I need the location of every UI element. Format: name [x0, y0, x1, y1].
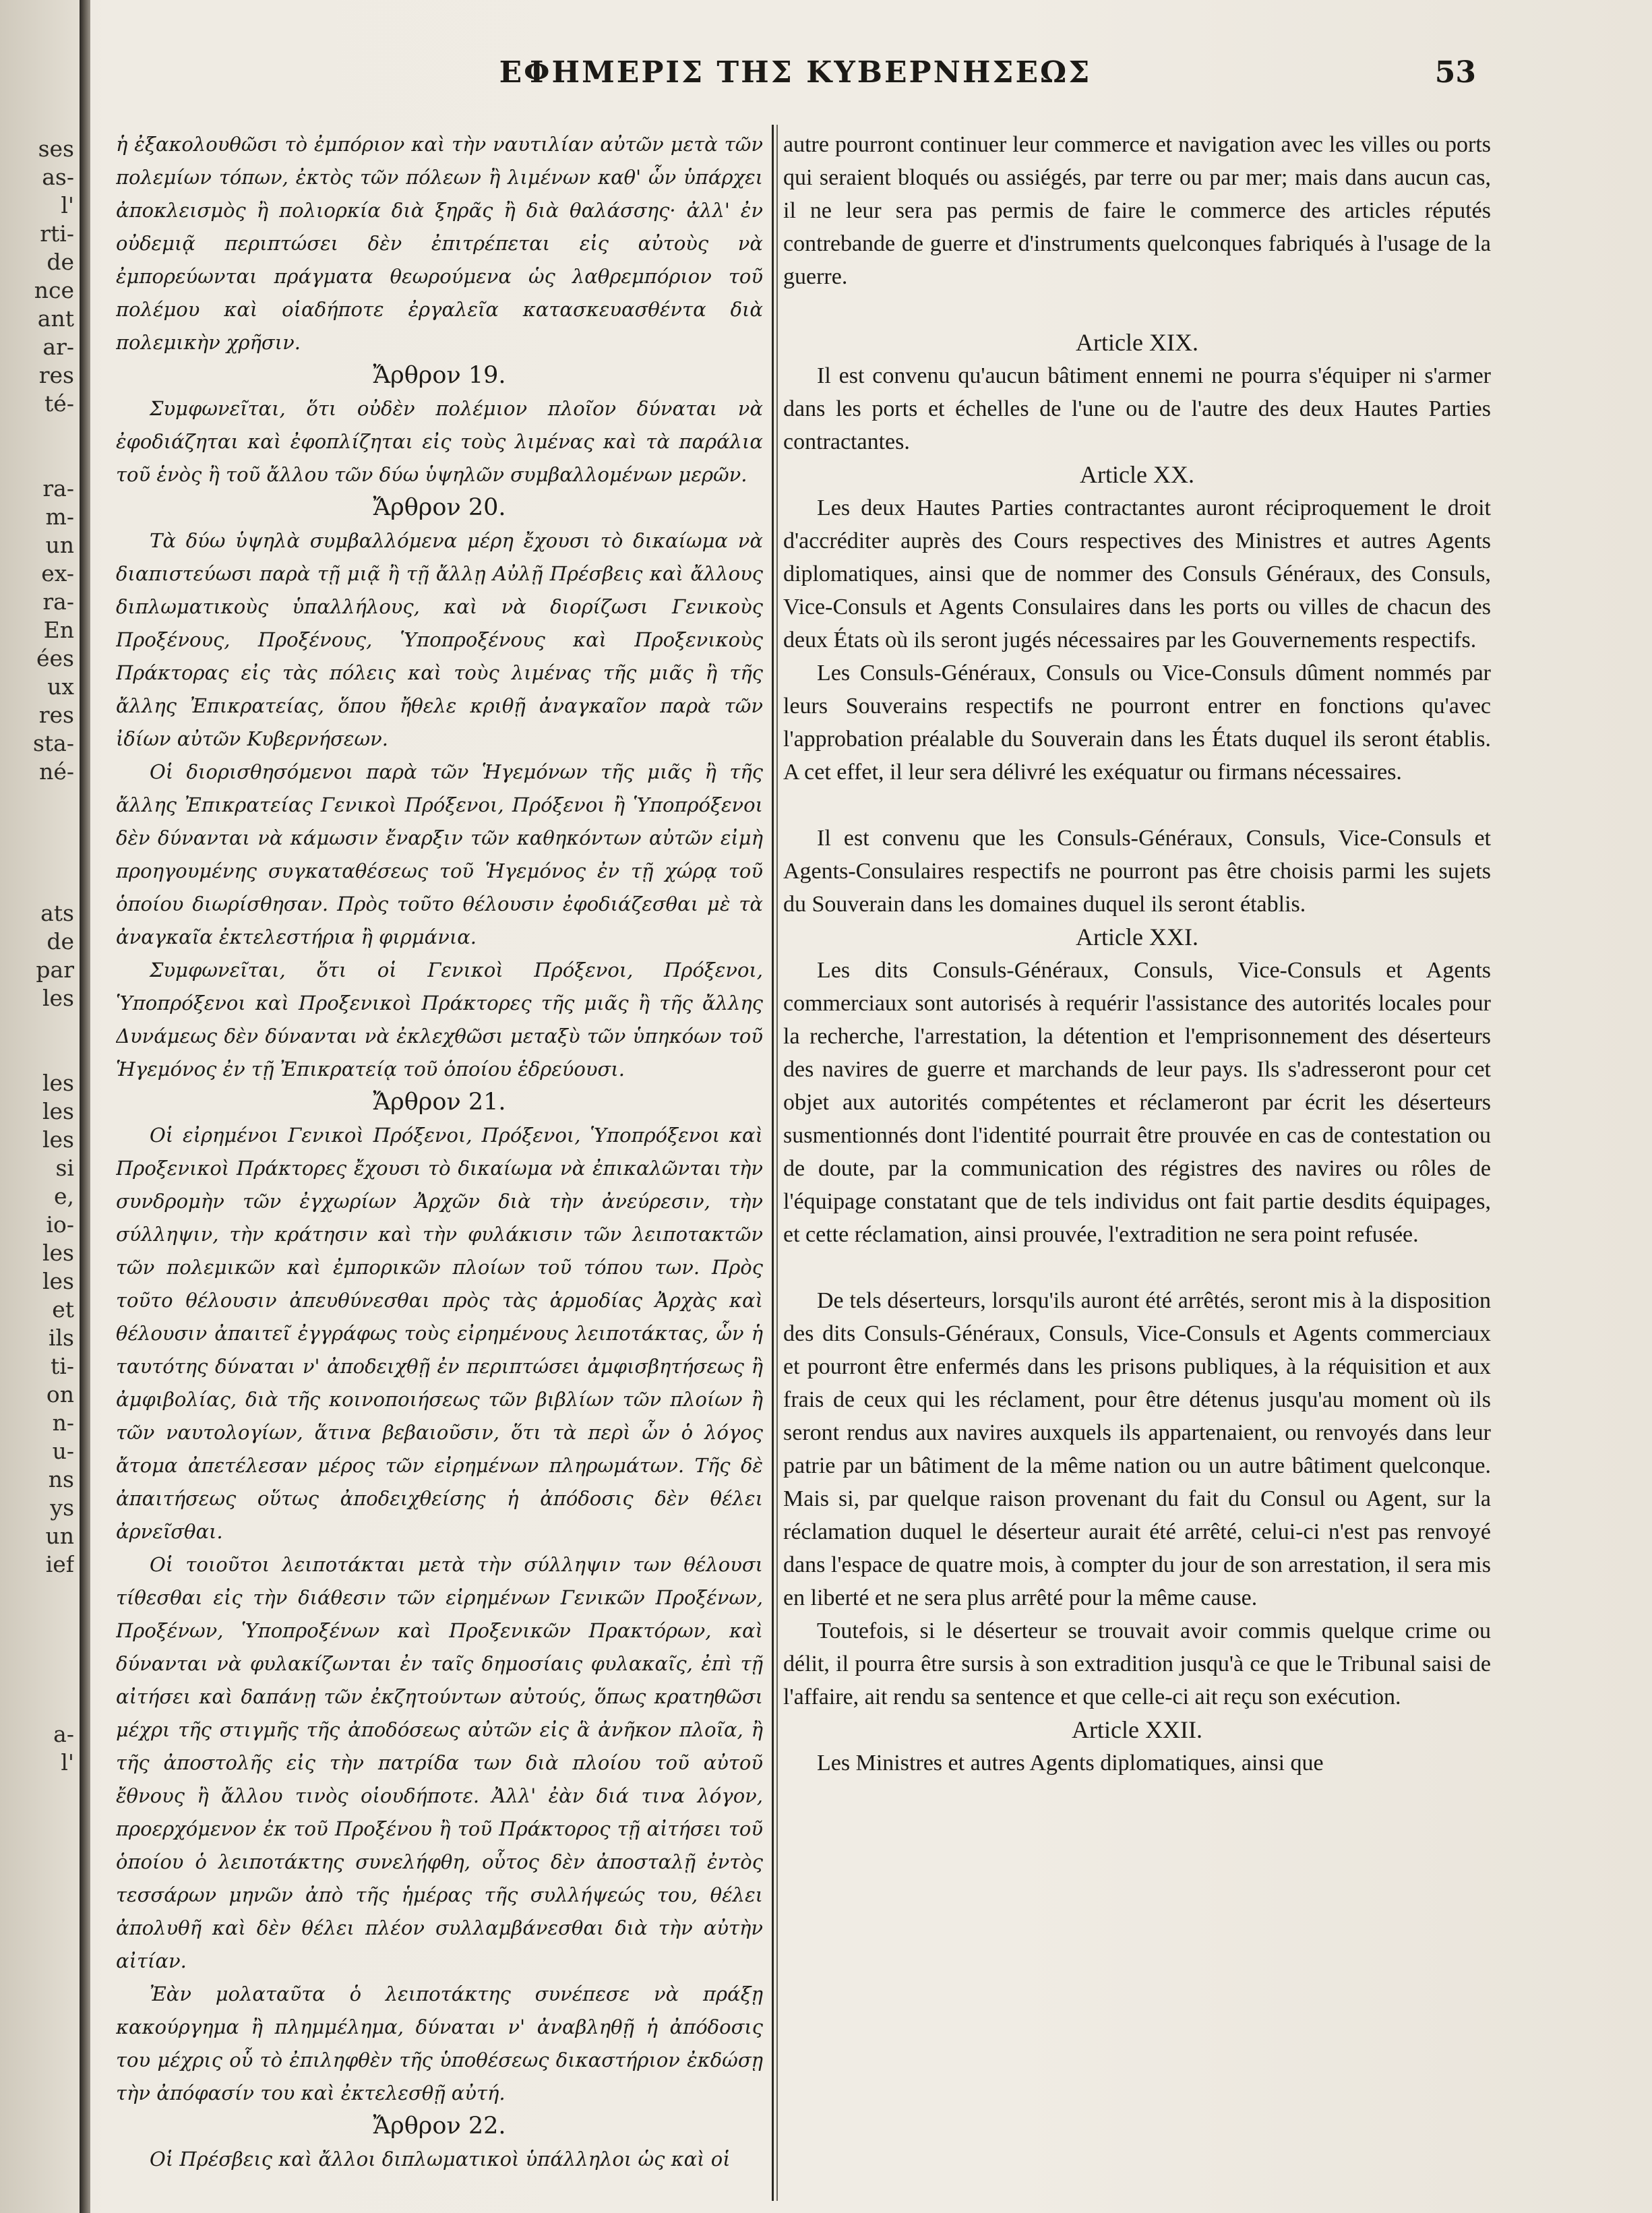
- facing-page-fragment: u-: [52, 1438, 74, 1464]
- page-header: [115, 40, 1476, 94]
- greek-article-21-para-3: Ἐὰν μολαταῦτα ὁ λειποτάκτης συνέπεσε νὰ πράξῃ κακούργημα ἢ πλημμέλημα, δύναται ν' ἀναβληθῇ ἡ ἀπόδοσις του μέχρις οὗ τὸ ἐπιληφθὲν τῆς ὑποθέσεως δικαστήριον ἐκδώσῃ τὴν ἀπόφασίν του καὶ ἐκτελεσθῇ αὐτή.: [116, 1982, 763, 2104]
- facing-page-fragment: nce: [34, 277, 74, 303]
- facing-page-fragment: io-: [46, 1211, 74, 1238]
- facing-page-fragment: as-: [42, 164, 74, 190]
- french-article-20-para-2: Les Consuls-Généraux, Consuls ou Vice-Consuls dûment nommés par leurs Souverains respectifs ne pourront entrer en fonctions qu'avec l'approbation préalable du Souverain dans les États duquel ils seront établis. A cet effet, il leur sera délivré les exéquatur ou firmans nécessaires.: [783, 661, 1491, 785]
- french-article-22-text: Les Ministres et autres Agents diplomatiques, ainsi que: [817, 1751, 1324, 1776]
- facing-page-fragment: En: [43, 617, 74, 643]
- facing-page-fragment: les: [42, 1268, 74, 1294]
- greek-intro: ἡ ἐξακολουθῶσι τὸ ἐμπόριον καὶ τὴν ναυτιλίαν αὐτῶν μετὰ τῶν πολεμίων τόπων, ἐκτὸς τῶν πόλεων ἢ λιμένων καθ' ὧν ὑπάρχει ἀποκλεισμὸς ἢ πολιορκία διὰ ξηρᾶς ἢ διὰ θαλάσσης· ἀλλ' ἐν οὐδεμιᾷ περιπτώσει δὲν ἐπιτρέπεται εἰς αὐτοὺς νὰ ἐμπορεύωνται πράγματα θεωρούμενα ὡς λαθρεμπόριον τοῦ πολέμου καὶ οἱαδήποτε ἐργαλεῖα κατασκευασθέντα διὰ πολεμικὴν χρῆσιν.: [116, 133, 763, 354]
- facing-page-fragment: ief: [45, 1551, 74, 1577]
- page-title: ΕΦΗΜΕΡΙΣ ΤΗΣ ΚΥΒΕΡΝΗΣΕΩΣ: [499, 55, 1092, 90]
- facing-page-fragment: on: [46, 1381, 74, 1407]
- facing-page-fragment: [0, 1692, 74, 1720]
- facing-page-fragment: [0, 1012, 74, 1041]
- facing-page-fragment: [0, 1635, 74, 1664]
- facing-page-fragment: a-: [53, 1721, 74, 1747]
- facing-page-fragment: e,: [53, 1183, 74, 1209]
- spacer: [783, 789, 1491, 822]
- facing-page-fragment: ses: [38, 135, 74, 162]
- facing-page-fragment: [0, 1664, 74, 1692]
- greek-article-20-heading: Ἄρθρον 20.: [373, 494, 506, 521]
- french-article-21-heading: Article XXI.: [1076, 923, 1198, 950]
- french-article-20-heading: Article XX.: [1080, 461, 1194, 488]
- facing-page-fragment: ys: [50, 1494, 74, 1521]
- facing-page-fragment: [0, 1041, 74, 1069]
- facing-page-fragment: m-: [45, 504, 74, 530]
- facing-page-fragment: ant: [37, 305, 74, 332]
- facing-page-fragment: l': [61, 192, 74, 218]
- facing-page-fragment: de: [47, 928, 74, 954]
- gutter-fold: [80, 0, 90, 2213]
- facing-page-fragment: ex-: [41, 560, 74, 586]
- french-intro: autre pourront continuer leur commerce et navigation avec les villes ou ports qui seraient bloqués ou assiégés, par terre ou par mer; mais dans aucun cas, il ne leur sera pas permis de faire le commerce des articles réputés contrebande de guerre et d'instruments quelconques fabriqués à l'usage de la guerre.: [783, 132, 1491, 289]
- greek-article-21-heading: Ἄρθρον 21.: [373, 1089, 506, 1116]
- french-article-19-heading: Article XIX.: [1076, 329, 1198, 356]
- spacer: [783, 1251, 1491, 1284]
- french-article-21-para-3: Toutefois, si le déserteur se trouvait avoir commis quelque crime ou délit, il pourra être sursis à son extradition jusqu'à ce que le Tribunal saisi de l'affaire, ait rendu sa sentence et que celle-ci ait reçu son exécution.: [783, 1618, 1491, 1709]
- facing-page-fragment: un: [45, 1523, 74, 1549]
- column-divider: [772, 125, 774, 2201]
- french-article-22-heading: Article XXII.: [1072, 1716, 1202, 1743]
- column-divider-shadow: [776, 125, 778, 2201]
- facing-page-fragment: [0, 843, 74, 871]
- facing-page-fragment: [0, 1579, 74, 1607]
- facing-page-fragment: [0, 871, 74, 899]
- facing-page-fragment: [0, 1607, 74, 1635]
- greek-article-19-text: Συμφωνεῖται, ὅτι οὐδὲν πολέμιον πλοῖον δύναται νὰ ἐφοδιάζηται καὶ ἐφοπλίζηται εἰς τοὺς λιμένας καὶ τὰ παράλια τοῦ ἑνὸς ἢ τοῦ ἄλλου τῶν δύω ὑψηλῶν συμβαλλομένων μερῶν.: [116, 397, 763, 486]
- greek-article-22-heading: Ἄρθρον 22.: [373, 2113, 506, 2140]
- french-column: [783, 128, 1491, 2171]
- facing-page-fragments: [0, 135, 74, 1777]
- facing-page-fragment: si: [55, 1155, 74, 1181]
- spacer: [783, 293, 1491, 326]
- facing-page-fragment: res: [38, 702, 74, 728]
- facing-page-fragment: né-: [39, 758, 74, 785]
- facing-page-fragment: les: [42, 1126, 74, 1153]
- greek-article-19-heading: Ἄρθρον 19.: [373, 362, 506, 389]
- greek-article-20-para-3: Συμφωνεῖται, ὅτι οἱ Γενικοὶ Πρόξενοι, Πρόξενοι, Ὑποπρόξενοι καὶ Προξενικοὶ Πράκτορες τῆς μιᾶς ἢ τῆς ἄλλης Δυνάμεως δὲν δύνανται νὰ ἐκλεχθῶσι μεταξὺ τῶν ὑπηκόων τοῦ Ἡγεμόνος ἐν τῇ Ἐπικρατείᾳ τοῦ ὁποίου ἑδρεύουσι.: [116, 959, 763, 1081]
- greek-article-20-para-2: Οἱ διορισθησόμενοι παρὰ τῶν Ἡγεμόνων τῆς μιᾶς ἢ τῆς ἄλλης Ἐπικρατείας Γενικοὶ Πρόξενοι, Πρόξενοι ἢ Ὑποπρόξενοι δὲν δύνανται νὰ κάμωσιν ἔναρξιν τῶν καθηκόντων αὐτῶν εἰμὴ προηγουμένης συγκαταθέσεως τοῦ Ἡγεμόνος ἐν τῇ χώρᾳ τοῦ ὁποίου διωρίσθησαν. Πρὸς τοῦτο θέλουσιν ἐφοδιάζεσθαι μὲ τὰ ἀναγκαῖα ἐκτελεστήρια ἢ φιρμάνια.: [116, 760, 763, 948]
- facing-page-fragment: n-: [52, 1409, 74, 1436]
- facing-page-fragment: l': [61, 1749, 74, 1776]
- facing-page-fragment: [0, 446, 74, 475]
- french-article-20-para-3: Il est convenu que les Consuls-Généraux, Consuls, Vice-Consuls et Agents-Consulaires respectifs ne pourront pas être choisis parmi les sujets du Souverain dans les domaines duquel ils seront établis.: [783, 826, 1491, 917]
- facing-page-fragment: ra-: [42, 588, 74, 615]
- greek-column: [116, 128, 763, 2171]
- facing-page-fragment: rti-: [40, 220, 74, 247]
- french-article-19-text: Il est convenu qu'aucun bâtiment ennemi ne pourra s'équiper ni s'armer dans les ports et échelles de l'une ou de l'autre des deux Hautes Parties contractantes.: [783, 363, 1491, 454]
- facing-page-fragment: ns: [48, 1466, 74, 1492]
- facing-page-fragment: res: [38, 362, 74, 388]
- facing-page-fragment: [0, 814, 74, 843]
- greek-article-21-para-2: Οἱ τοιοῦτοι λειποτάκται μετὰ τὴν σύλληψιν των θέλουσι τίθεσθαι εἰς τὴν διάθεσιν τῶν εἰρημένων Γενικῶν Προξένων, Προξένων, Ὑποπροξένων καὶ Προξενικῶν Πρακτόρων, καὶ δύνανται νὰ φυλακίζωνται ἐν ταῖς δημοσίαις φυλακαῖς, ἐπὶ τῇ αἰτήσει καὶ δαπάνῃ τῶν ἐκζητούντων αὐτούς, ὅπως κρατηθῶσι μέχρι τῆς στιγμῆς τῆς ἀποδόσεως αὐτῶν εἰς ἃ ἀνῆκον πλοῖα, ἢ τῆς ἀποστολῆς εἰς τὴν πατρίδα των διὰ πλοίου τοῦ αὐτοῦ ἔθνους ἢ ἄλλου τινὸς οἱουδήποτε. Ἀλλ' ἐὰν διά τινα λόγον, προερχόμενον ἐκ τοῦ Προξένου ἢ τοῦ Πράκτορος τῇ αἰτήσει τοῦ ὁποίου ὁ λειποτάκτης συνελήφθη, οὗτος δὲν ἀποσταλῇ ἐντὸς τεσσάρων μηνῶν ἀπὸ τῆς ἡμέρας τῆς συλλήψεώς του, θέλει ἀπολυθῆ καὶ δὲν θέλει πλέον συλλαμβάνεσθαι διὰ τὴν αὐτὴν αἰτίαν.: [116, 1553, 763, 1972]
- facing-page-fragment: les: [42, 1240, 74, 1266]
- french-article-21-para-1: Les dits Consuls-Généraux, Consuls, Vice-Consuls et Agents commerciaux sont autorisés à requérir l'assistance des autorités locales pour la recherche, l'arrestation, la détention et l'emprisonnement des déserteurs des navires de guerre et marchands de leur pays. Ils s'adresseront pour cet objet aux autorités compétentes et réclameront par écrit les déserteurs susmentionnés dont l'identité pourrait être prouvée en cas de contestation ou de doute, par la communication des régistres des navires ou rôles de l'équipage constatant que de tels individus ont fait partie desdits équipages, et cette réclamation, ainsi prouvée, l'extradition ne sera point refusée.: [783, 958, 1491, 1247]
- greek-article-20-para-1: Τὰ δύω ὑψηλὰ συμβαλλόμενα μέρη ἔχουσι τὸ δικαίωμα νὰ διαπιστεύωσι παρὰ τῇ μιᾷ ἢ τῇ ἄλλῃ Αὐλῇ Πρέσβεις καὶ ἄλλους διπλωματικοὺς ὑπαλλήλους, καὶ νὰ διορίζωσι Γενικοὺς Προξένους, Προξένους, Ὑποπροξένους καὶ Προξενικοὺς Πράκτορας εἰς τὰς πόλεις καὶ τοὺς λιμένας τῆς μιᾶς ἢ τῆς ἄλλης Ἐπικρατείας, ὅπου ἤθελε κριθῇ ἀναγκαῖον παρὰ τῶν ἰδίων αὐτῶν Κυβερνήσεων.: [116, 529, 763, 750]
- facing-page-fragment: [0, 786, 74, 814]
- french-article-20-para-1: Les deux Hautes Parties contractantes auront réciproquement le droit d'accréditer auprès des Cours respectives des Ministres et autres Agents diplomatiques, ainsi que de nommer des Consuls Généraux, des Consuls, Vice-Consuls et Agents Consulaires dans les ports ou villes de chacun des deux États où ils seront jugés nécessaires par les Gouvernements respectifs.: [783, 495, 1491, 653]
- facing-page-fragment: les: [42, 1070, 74, 1096]
- facing-page-fragment: un: [45, 532, 74, 558]
- facing-page-fragment: ux: [47, 673, 74, 700]
- facing-page-fragment: ar-: [42, 334, 74, 360]
- greek-article-22-text: Οἱ Πρέσβεις καὶ ἄλλοι διπλωματικοὶ ὑπάλληλοι ὡς καὶ οἱ: [150, 2148, 731, 2171]
- facing-page-fragment: té-: [44, 390, 74, 417]
- facing-page-fragment: ées: [36, 645, 74, 671]
- french-article-21-para-2: De tels déserteurs, lorsqu'ils auront été arrêtés, seront mis à la disposition des dits Consuls-Généraux, Consuls, Vice-Consuls et Agents commerciaux et pourront être enfermés dans les prisons publiques, à la réquisition et aux frais de ceux qui les réclament, pour être détenus jusqu'au moment où ils seront rendus aux navires auxquels ils appartenaient, ou renvoyés dans leur patrie par un bâtiment de la même nation ou un autre bâtiment quelconque. Mais si, par quelque raison provenant du fait du Consul ou Agent, sur la réclamation duquel le déserteur aurait été arrêté, celui-ci n'est pas renvoyé dans l'espace de quatre mois, à compter du jour de son arrestation, il sera mis en liberté et ne sera plus arrêté pour la même cause.: [783, 1288, 1491, 1610]
- facing-page-fragment: sta-: [32, 730, 74, 756]
- facing-page-fragment: les: [42, 985, 74, 1011]
- facing-page-fragment: ti-: [51, 1353, 74, 1379]
- facing-page-fragment: les: [42, 1098, 74, 1124]
- facing-page-fragment: de: [47, 249, 74, 275]
- facing-page-fragment: et: [52, 1296, 74, 1323]
- facing-page-fragment: ra-: [42, 475, 74, 502]
- facing-page-fragment: ats: [40, 900, 74, 926]
- facing-page-fragment: par: [36, 957, 74, 983]
- greek-article-21-para-1: Οἱ εἰρημένοι Γενικοὶ Πρόξενοι, Πρόξενοι, Ὑποπρόξενοι καὶ Προξενικοὶ Πράκτορες ἔχουσι τὸ δικαίωμα νὰ ἐπικαλῶνται τὴν συνδρομὴν τῶν ἐγχωρίων Ἀρχῶν διὰ τὴν ἀνεύρεσιν, τὴν σύλληψιν, τὴν κράτησιν καὶ τὴν φυλάκισιν τῶν λειποτακτῶν τῶν πολεμικῶν καὶ ἐμπορικῶν πλοίων τοῦ τόπου των. Πρὸς τοῦτο θέλουσιν ἀπευθύνεσθαι πρὸς τὰς ἁρμοδίας Ἀρχὰς καὶ θέλουσιν ἀπαιτεῖ ἐγγράφως τοὺς εἰρημένους λειποτάκτας, ὧν ἡ ταυτότης δύναται ν' ἀποδειχθῇ ἐν περιπτώσει ἀμφισβητήσεως ἢ ἀμφιβολίας, διὰ τῆς κοινοποιήσεως τῶν βιβλίων τῶν πλοίων ἢ τῶν ναυτολογίων, ἅτινα βεβαιοῦσιν, ὅτι τὰ περὶ ὧν ὁ λόγος ἄτομα ἀπετέλεσαν μέρος τῶν εἰρημένων πληρωμάτων. Τῆς δὲ ἀπαιτήσεως οὕτως ἀποδειχθείσης ἡ ἀπόδοσις δὲν θέλει ἀρνεῖσθαι.: [116, 1124, 763, 1543]
- page-number: 53: [1434, 55, 1476, 90]
- facing-page-fragment: ils: [48, 1325, 74, 1351]
- facing-page-fragment: [0, 418, 74, 446]
